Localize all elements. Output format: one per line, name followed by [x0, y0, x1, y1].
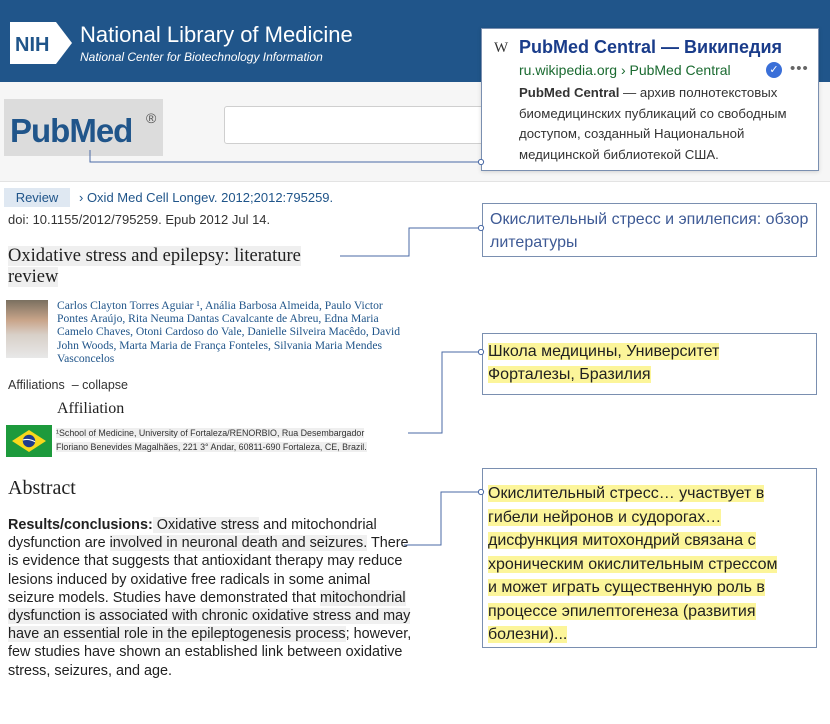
doi-line: doi: 10.1155/2012/795259. Epub 2012 Jul 14.: [8, 212, 271, 227]
callout-abstract-line: Окислительный стресс… участвует в: [488, 485, 765, 502]
more-options-icon[interactable]: •••: [790, 60, 809, 77]
connector-abstract: [404, 492, 481, 545]
callout-abstract-line: болезни)...: [488, 626, 568, 643]
review-badge: Review: [4, 188, 70, 207]
nih-title[interactable]: National Library of Medicine: [80, 22, 353, 47]
abstract-seg5: mitochondrial dysfunction is associated with chronic oxidative stress and may have an essential role in the epileptogenesis process: [8, 589, 411, 643]
affiliation-line2: Floriano Benevides Magalhães, 221 3° Andar, 60811-690 Fortaleza, CE, Brazil.: [56, 441, 367, 452]
author-list[interactable]: Carlos Clayton Torres Aguiar ¹, Anália Barbosa Almeida, Paulo Victor Pontes Araújo, Rita Neuma Dantas Cavalcante de Abreu, Edna Maria Camelo Chaves, Otoni Cardoso do Vale, Danielle Silveira Macêdo, David John Woods, Marta Maria de França Fonteles, Silvania Maria Mendes Vasconcelos: [57, 299, 401, 365]
collapse-link[interactable]: – collapse: [71, 378, 128, 392]
callout-abstract-line: хроническим окислительным стрессом: [488, 555, 778, 573]
connector-pubmed-wiki: [90, 150, 481, 162]
connector-title: [340, 228, 481, 256]
abstract-seg3: involved in neuronal death and seizures.: [109, 535, 368, 552]
journal-citation-link[interactable]: › Oxid Med Cell Longev. 2012;2012:795259.: [79, 190, 334, 205]
wiki-snippet-rest: — архив полнотекстовых биомедицинских публикаций со свободным доступом, созданный Национальной медицинской библиотекой США.: [519, 85, 787, 162]
article-title-line2: review: [8, 267, 59, 287]
wiki-result-title[interactable]: PubMed Central — Википедия: [519, 37, 783, 57]
connector-dot: [478, 349, 483, 354]
wiki-snippet-bold: PubMed Central: [519, 85, 620, 100]
abstract-seg6: ; however, few studies have shown an established link between oxidative stress, seizures, and age.: [8, 626, 412, 679]
connector-affiliation: [408, 352, 481, 433]
nih-logo-text: NIH: [15, 34, 50, 56]
pubmed-logo-text: PubMed: [10, 112, 133, 149]
callout-abstract-line: дисфункция митохондрий связана с: [488, 532, 756, 549]
affiliation-heading: Affiliation: [57, 400, 125, 417]
connector-dot: [478, 489, 483, 494]
connector-dot: [478, 159, 483, 164]
callout-affiliation-line2: Форталезы, Бразилия: [488, 366, 651, 383]
abstract-seg1: Oxidative stress: [152, 517, 260, 533]
abstract-seg4: There is evidence that suggests that antioxidant therapy may reduce lesions induced by oxidative free radicals in some animal seizure models. Studies have demonstrated that: [8, 535, 409, 606]
callout-abstract-line: и может играть существенную роль в: [488, 579, 765, 596]
affiliation-line1: ¹School of Medicine, University of Fortaleza/RENORBIO, Rua Desembargador: [56, 428, 365, 438]
callout-affiliation-line1: Школа медицины, Университет: [488, 343, 720, 360]
wikipedia-icon: W: [494, 40, 509, 56]
connector-dot: [478, 225, 483, 230]
nih-subtitle: National Center for Biotechnology Information: [80, 50, 323, 64]
callout-abstract-line: процессе эпилептогенеза (развития: [488, 602, 756, 620]
verified-check-icon: ✓: [766, 62, 782, 78]
registered-mark: ®: [146, 110, 157, 126]
abstract-heading: Abstract: [8, 477, 76, 499]
abstract-label: Results/conclusions:: [8, 517, 153, 533]
wiki-result-url[interactable]: ru.wikipedia.org › PubMed Central: [519, 62, 731, 78]
article-title-line1: Oxidative stress and epilepsy: literature: [8, 246, 301, 266]
affiliations-label: Affiliations: [8, 378, 65, 392]
abstract-seg2: and mitochondrial dysfunction are: [8, 517, 377, 552]
callout-abstract-line: гибели нейронов и судорогах…: [488, 508, 722, 526]
callout-title-text: Окислительный стресс и эпилепсия: обзор литературы: [490, 211, 809, 251]
